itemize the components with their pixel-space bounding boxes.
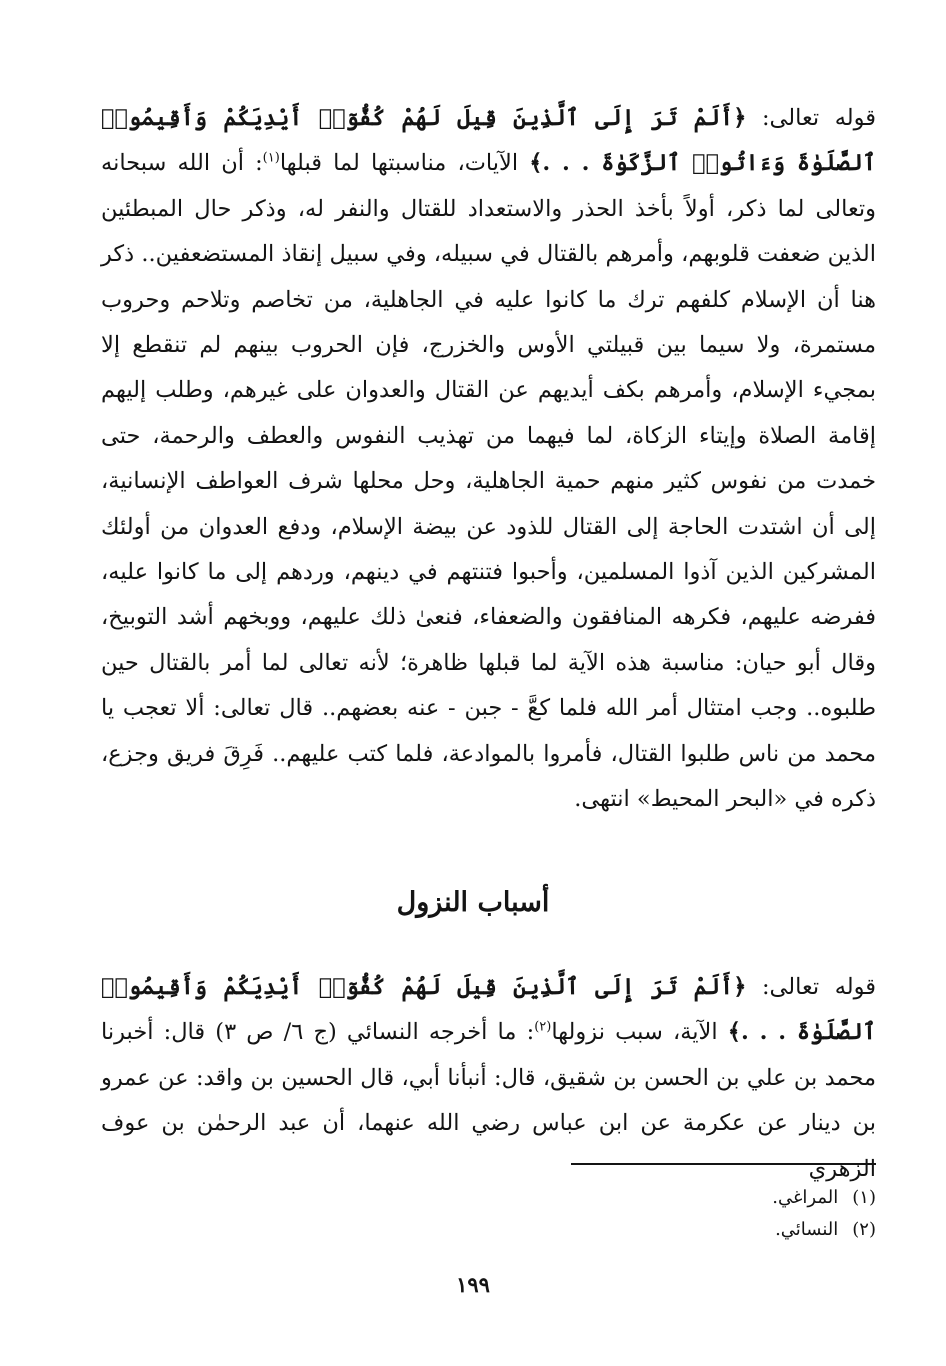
verse-tail-text: الآيات، مناسبتها لما قبلها [279,150,530,177]
context-paragraph [101,96,876,823]
verse-tail-text: الآية، سبب نزولها [551,1019,728,1046]
footnote-number: (٢) [852,1219,876,1240]
quran-verse: ﴿أَلَمْ تَرَ إِلَى ٱلَّذِينَ قِيلَ لَهُمْ كُفُّوٓا۟ أَيْدِيَكُمْ وَأَقِيمُوا۟ ٱلصَّلَوٰةَ . . .﴾ [101,974,876,1046]
footnote-item [476,1214,876,1246]
footnote-reference-1[interactable]: (١) [262,150,280,166]
footnote-divider [571,1163,876,1165]
footnotes-list [476,1182,876,1246]
paragraph-body: : أن الله سبحانه وتعالى لما ذكر، أولاً بأخذ الحذر والاستعداد للقتال والنفر له، وذكر حال المبطئين الذين ضعفت قلوبهم، وأمرهم بالقتال في سبيله، وفي سبيل إنقاذ المستضعفين.. ذكر هنا أن الإسلام كلفهم ترك ما كانوا عليه في الجاهلية، من تخاصم وتلاحم وحروب مستمرة، ولا سيما بين قبيلتي الأوس والخزرج، فإن الحروب بينهم لم تنقطع إلا بمجيء الإسلام، وأمرهم بكف أيديهم عن القتال والعدوان على غيرهم، وطلب إليهم إقامة الصلاة وإيتاء الزكاة، لما فيهما من تهذيب النفوس والعطف والرحمة، حتى خمدت من نفوس كثير منهم حمية الجاهلية، وحل محلها شرف العواطف الإنسانية، إلى أن اشتدت الحاجة إلى القتال للذود عن بيضة الإسلام، ودفع العدوان من أولئك المشركين الذين آذوا المسلمين، وأحبوا فتنتهم في دينهم، وردهم إلى ما كانوا عليه، ففرضه عليهم، فكرهه المنافقون والضعفاء، فنعىٰ ذلك عليهم، ووبخهم أشد التوبيخ، وقال أبو حيان: مناسبة هذه الآية لما قبلها ظاهرة؛ لأنه تعالى لما أمر بالقتال حين طلبوه.. وجب امتثال أمر الله فلما كعَّ - جبن - عنه بعضهم.. قال تعالى: ألا تعجب يا محمد من ناس طلبوا القتال، فأمروا بالموادعة، فلما كتب عليهم.. فَرِقَ فريق وجزع، ذكره في «البحر المحيط» انتهى. [101,150,876,813]
footnote-item [476,1182,876,1214]
footnote-text: المراغي. [772,1187,839,1208]
quran-verse: ﴿أَلَمْ تَرَ إِلَى ٱلَّذِينَ قِيلَ لَهُمْ كُفُّوٓا۟ أَيْدِيَكُمْ وَأَقِيمُوا۟ ٱلصَّلَوٰةَ وَءَاتُوا۟ ٱلزَّكَوٰةَ . . .﴾ [101,105,876,177]
paragraph-body: : ما أخرجه النسائي (ج ٦/ ص ٣) قال: أخبرنا محمد بن علي بن الحسن بن شقيق، قال: أنبأنا أبي، قال الحسين بن واقد: عن عمرو بن دينار عن عكرمة عن ابن عباس رضي الله عنهما، أن عبد الرحمٰن بن عوف الزهري [101,1019,876,1182]
intro-text: قوله تعالى: [746,105,876,131]
footnote-number: (١) [852,1187,876,1208]
intro-text: قوله تعالى: [746,974,876,1000]
footnote-reference-2[interactable]: (٢) [534,1019,552,1035]
footnote-text: النسائي. [775,1219,839,1240]
section-heading: أسباب النزول [396,887,550,918]
revelation-cause-paragraph [101,965,876,1192]
page-number: ١٩٩ [456,1272,490,1297]
